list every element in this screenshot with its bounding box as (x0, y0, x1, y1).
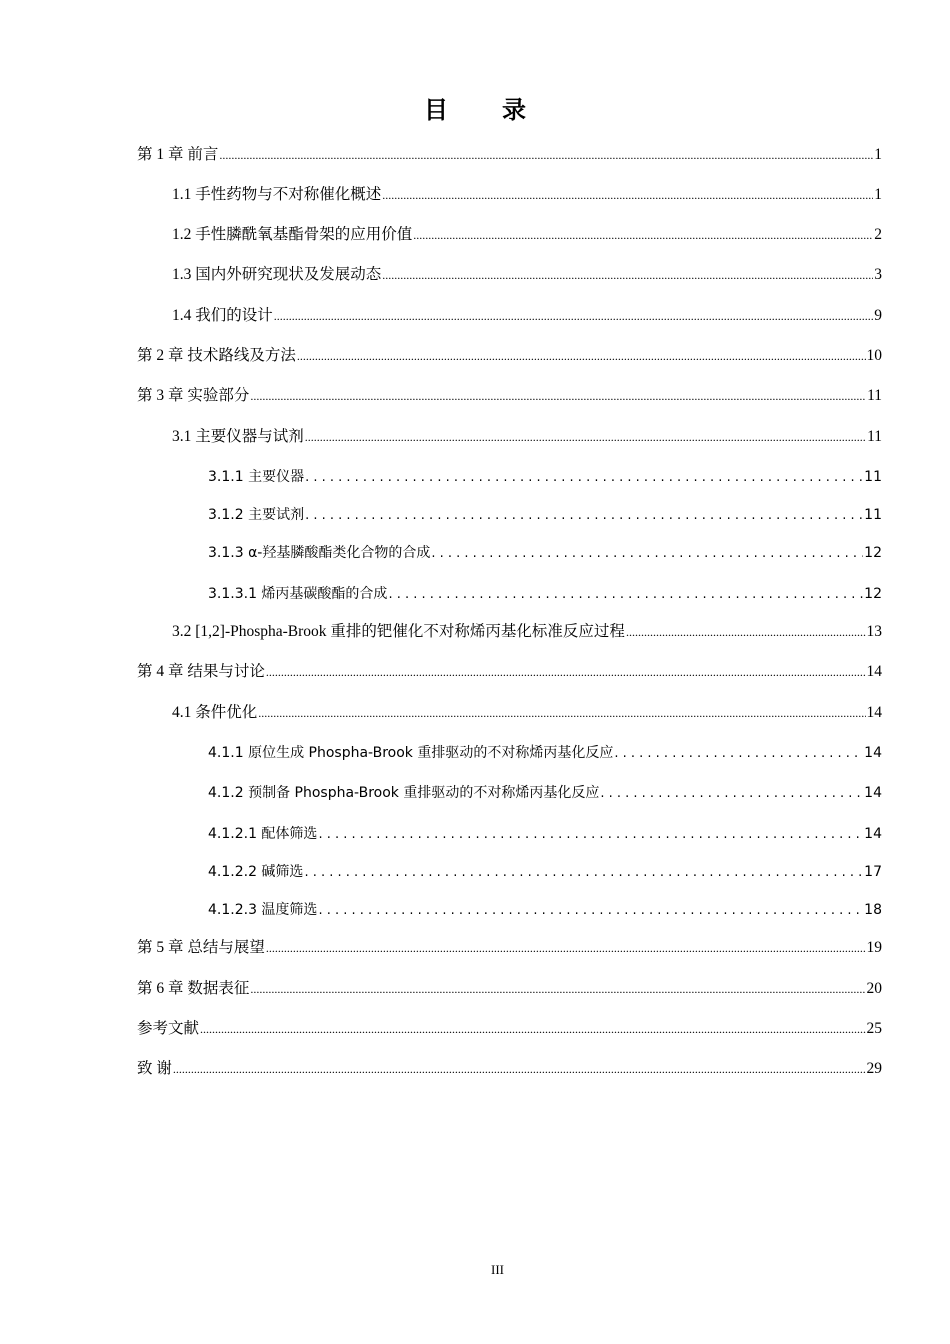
dot-leader (382, 185, 873, 205)
toc-entry-page: 11 (864, 469, 882, 485)
dot-leader (219, 145, 873, 165)
toc-entry-4-1-2[interactable] (137, 783, 882, 804)
toc-entry-label: 3.1 主要仪器与试剂 (172, 428, 304, 445)
toc-entry-page: 10 (866, 347, 882, 364)
toc-entry-label: 1.2 手性膦酰氧基酯骨架的应用价值 (172, 226, 413, 243)
toc-entry-page: 11 (867, 428, 882, 445)
dot-leader (258, 703, 865, 723)
dot-leader (266, 938, 866, 958)
toc-entry-label: 3.2 [1,2]-Phospha-Brook 重排的钯催化不对称烯丙基化标准反应过程 (172, 623, 625, 640)
toc-entry-page: 13 (866, 623, 882, 640)
toc-entry-label: 3.1.3 α-羟基膦酸酯类化合物的合成 (208, 545, 431, 561)
toc-entry-page: 12 (864, 586, 882, 602)
dot-leader (305, 427, 866, 447)
toc-entry-label: 第 2 章 技术路线及方法 (137, 347, 296, 364)
toc-entry-label: 1.3 国内外研究现状及发展动态 (172, 266, 382, 283)
toc-entry-page: 14 (866, 704, 882, 721)
dot-leader (388, 584, 863, 605)
toc-entry-3-1-1[interactable] (137, 467, 882, 488)
dot-leader (266, 662, 866, 682)
toc-entry-label: 4.1.2.2 碱筛选 (208, 864, 304, 880)
toc-entry-page: 25 (866, 1020, 882, 1037)
toc-entry-label: 1.4 我们的设计 (172, 307, 273, 324)
toc-entry-label: 4.1 条件优化 (172, 704, 258, 721)
toc-entry-label: 第 3 章 实验部分 (137, 387, 250, 404)
toc-entry-3-2[interactable] (137, 622, 882, 642)
toc-entry-label: 第 4 章 结果与讨论 (137, 663, 265, 680)
toc-entry-label: 3.1.1 主要仪器 (208, 469, 305, 485)
dot-leader (305, 467, 863, 488)
toc-entry-4-1-1[interactable] (137, 743, 882, 764)
toc-entry-1-4[interactable] (137, 306, 882, 326)
dot-leader (614, 743, 863, 764)
toc-entry-label: 参考文献 (137, 1020, 200, 1037)
toc-entry-3-1-3-1[interactable] (137, 584, 882, 605)
toc-entry-page: 1 (874, 146, 882, 163)
dot-leader (318, 824, 863, 845)
toc-entry-page: 14 (864, 826, 882, 842)
toc-entry-page: 20 (866, 980, 882, 997)
dot-leader (626, 622, 866, 642)
page-title: 目 录 (424, 98, 550, 124)
toc-entry-chapter-6[interactable] (137, 979, 882, 999)
toc-entry-page: 14 (866, 663, 882, 680)
toc-entry-page: 12 (864, 545, 882, 561)
toc-entry-label: 1.1 手性药物与不对称催化概述 (172, 186, 382, 203)
toc-entry-page: 14 (864, 745, 882, 761)
toc-entry-3-1[interactable] (137, 427, 882, 447)
toc-entry-4-1-2-3[interactable] (137, 900, 882, 921)
toc-entry-1-3[interactable] (137, 265, 882, 285)
toc-entry-1-2[interactable] (137, 225, 882, 245)
toc-entry-references[interactable] (137, 1019, 882, 1039)
toc-entry-label: 4.1.2.1 配体筛选 (208, 826, 318, 842)
toc-entry-1-1[interactable] (137, 185, 882, 205)
toc-entry-page: 9 (874, 307, 882, 324)
toc-entry-page: 18 (864, 902, 882, 918)
toc-entry-label: 第 6 章 数据表征 (137, 980, 250, 997)
dot-leader (305, 505, 863, 526)
toc-entry-3-1-2[interactable] (137, 505, 882, 526)
toc-entry-label: 4.1.2 预制备 Phospha-Brook 重排驱动的不对称烯丙基化反应 (208, 785, 600, 801)
page-number: III (491, 1262, 504, 1277)
toc-entry-page: 1 (874, 186, 882, 203)
dot-leader (250, 386, 866, 406)
toc-entry-chapter-5[interactable] (137, 938, 882, 958)
toc-entry-page: 2 (874, 226, 882, 243)
toc-entry-label: 4.1.1 原位生成 Phospha-Brook 重排驱动的不对称烯丙基化反应 (208, 745, 614, 761)
dot-leader (413, 225, 873, 245)
dot-leader (318, 900, 863, 921)
toc-entry-4-1[interactable] (137, 703, 882, 723)
dot-leader (173, 1059, 866, 1079)
toc-entry-label: 致 谢 (137, 1060, 172, 1077)
dot-leader (297, 346, 866, 366)
toc-entry-label: 4.1.2.3 温度筛选 (208, 902, 318, 918)
dot-leader (250, 979, 865, 999)
toc-entry-label: 第 5 章 总结与展望 (137, 939, 265, 956)
toc-entry-acknowledgements[interactable] (137, 1059, 882, 1079)
toc-entry-page: 17 (864, 864, 882, 880)
toc-entry-chapter-2[interactable] (137, 346, 882, 366)
toc-entry-page: 19 (866, 939, 882, 956)
toc-entry-label: 3.1.3.1 烯丙基碳酸酯的合成 (208, 586, 388, 602)
toc-entry-chapter-4[interactable] (137, 662, 882, 682)
toc-entry-3-1-3[interactable] (137, 543, 882, 564)
toc-entry-4-1-2-1[interactable] (137, 824, 882, 845)
toc-entry-page: 11 (867, 387, 882, 404)
toc-entry-page: 14 (864, 785, 882, 801)
dot-leader (600, 783, 863, 804)
dot-leader (431, 543, 863, 564)
dot-leader (274, 306, 873, 326)
toc-entry-4-1-2-2[interactable] (137, 862, 882, 883)
dot-leader (200, 1019, 865, 1039)
toc-entry-page: 3 (874, 266, 882, 283)
toc-entry-page: 29 (866, 1060, 882, 1077)
dot-leader (382, 265, 873, 285)
dot-leader (304, 862, 863, 883)
toc-entry-page: 11 (864, 507, 882, 523)
toc-entry-chapter-1[interactable] (137, 145, 882, 165)
toc-entry-label: 3.1.2 主要试剂 (208, 507, 305, 523)
toc-entry-label: 第 1 章 前言 (137, 146, 219, 163)
toc-entry-chapter-3[interactable] (137, 386, 882, 406)
